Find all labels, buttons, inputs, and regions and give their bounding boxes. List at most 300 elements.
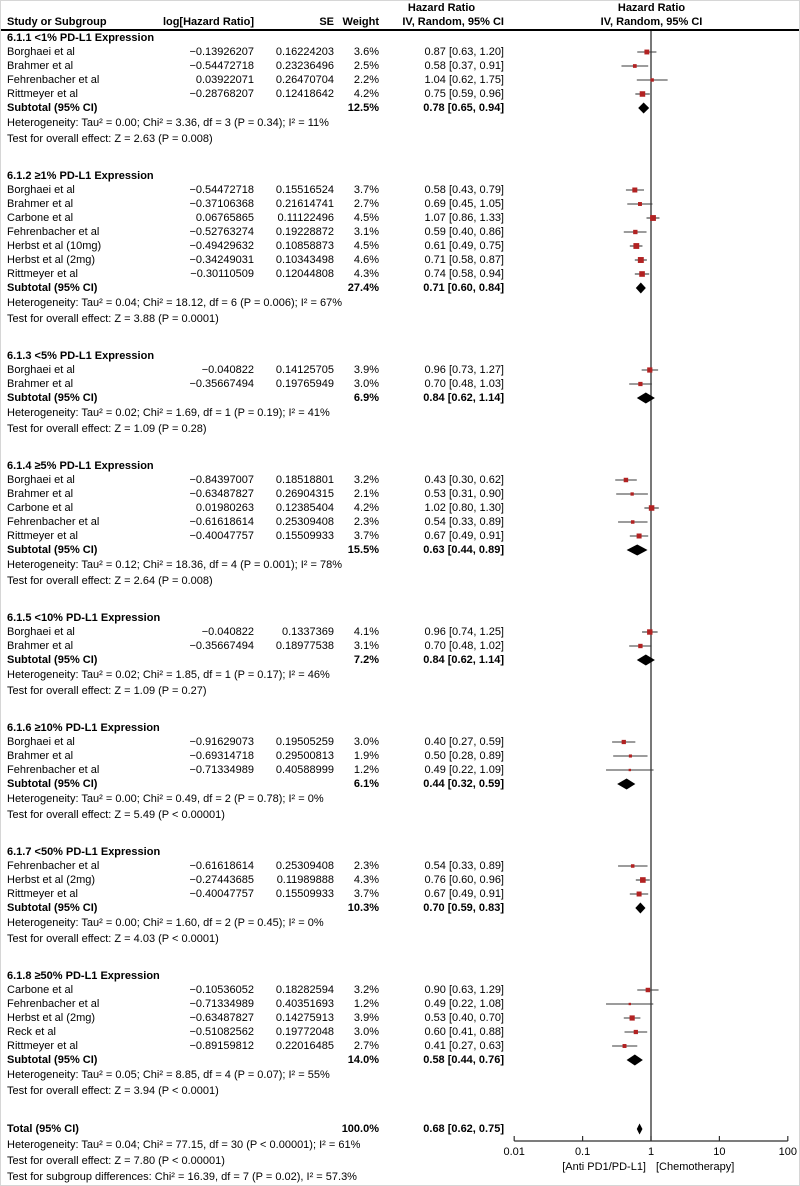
subtotal-row <box>1 101 799 115</box>
heterogeneity-note-text: Heterogeneity: Tau² = 0.12; Chi² = 18.36, df = 4 (P = 0.001); I² = 78% <box>7 559 342 571</box>
heterogeneity-note <box>1 405 799 421</box>
group-gap <box>1 327 799 349</box>
group-title <box>1 349 799 363</box>
log-hazard-ratio-value: −0.61618614 <box>189 860 254 872</box>
weight-value: 4.3% <box>353 268 379 280</box>
hazard-ratio-ci-value: 0.69 [0.45, 1.05] <box>424 198 504 210</box>
x-axis-tick-label: 0.01 <box>503 1146 525 1158</box>
study-row <box>1 763 799 777</box>
subtotal-row-spacer <box>157 101 334 115</box>
weight-value: 2.7% <box>353 198 379 210</box>
study-name: Fehrenbacher et al <box>7 764 100 776</box>
total-row-ci: 0.68 [0.62, 0.75] <box>423 1123 504 1135</box>
se-value: 0.12385404 <box>275 502 334 514</box>
forest-table-rows <box>1 31 799 1185</box>
subtotal-row-ci: 0.84 [0.62, 1.14] <box>423 392 504 404</box>
hazard-ratio-ci-value: 1.07 [0.86, 1.33] <box>424 212 504 224</box>
group-title-text: 6.1.7 <50% PD-L1 Expression <box>7 846 161 858</box>
log-hazard-ratio-value: −0.51082562 <box>189 1026 254 1038</box>
subtotal-row-spacer <box>157 543 334 557</box>
weight-value: 3.2% <box>353 474 379 486</box>
study-row <box>1 625 799 639</box>
subtotal-row-weight: 27.4% <box>347 282 379 294</box>
se-value: 0.25309408 <box>275 860 334 872</box>
subtotal-row <box>1 777 799 791</box>
study-name: Fehrenbacher et al <box>7 226 100 238</box>
total-row-spacer <box>157 1121 334 1137</box>
heterogeneity-note <box>1 791 799 807</box>
heterogeneity-note <box>1 557 799 573</box>
log-hazard-ratio-value: −0.35667494 <box>189 378 254 390</box>
overall-effect-note <box>1 573 799 589</box>
study-name: Rittmeyer et al <box>7 88 78 100</box>
subtotal-row-weight: 6.1% <box>353 778 379 790</box>
study-name: Brahmer et al <box>7 488 74 500</box>
subtotal-row-spacer <box>157 901 334 915</box>
se-value: 0.14125705 <box>275 364 334 376</box>
hazard-ratio-ci-value: 0.58 [0.37, 0.91] <box>424 60 504 72</box>
group-title <box>1 169 799 183</box>
hazard-ratio-ci-value: 0.90 [0.63, 1.29] <box>424 984 504 996</box>
overall-effect-note-text: Test for overall effect: Z = 2.63 (P = 0.008) <box>7 133 213 145</box>
se-value: 0.12418642 <box>275 88 334 100</box>
total-row-weight: 100.0% <box>341 1123 379 1135</box>
hazard-ratio-ci-value: 0.61 [0.49, 0.75] <box>424 240 504 252</box>
study-name: Fehrenbacher et al <box>7 860 100 872</box>
study-row <box>1 45 799 59</box>
subtotal-row-ci: 0.63 [0.44, 0.89] <box>423 544 504 556</box>
se-value: 0.11989888 <box>276 874 334 886</box>
study-row <box>1 859 799 873</box>
study-name: Borghaei et al <box>7 184 75 196</box>
study-name: Carbone et al <box>7 212 74 224</box>
se-value: 0.15516524 <box>275 184 334 196</box>
group-title-text: 6.1.4 ≥5% PD-L1 Expression <box>7 460 154 472</box>
hazard-ratio-ci-value: 0.53 [0.40, 0.70] <box>424 1012 504 1024</box>
se-value: 0.26904315 <box>275 488 334 500</box>
study-name: Carbone et al <box>7 984 74 996</box>
log-hazard-ratio-value: −0.61618614 <box>189 516 254 528</box>
hazard-ratio-ci-value: 0.67 [0.49, 0.91] <box>424 888 504 900</box>
weight-value: 1.2% <box>353 764 379 776</box>
study-row <box>1 267 799 281</box>
x-axis-tick-label: 10 <box>713 1146 726 1158</box>
weight-value: 2.3% <box>353 860 379 872</box>
x-axis-tick-label: 1 <box>647 1146 655 1158</box>
group-title-text: 6.1.1 <1% PD-L1 Expression <box>7 32 155 44</box>
study-row <box>1 1025 799 1039</box>
subtotal-row <box>1 653 799 667</box>
study-name: Herbst et al (2mg) <box>7 254 96 266</box>
total-row-label: Total (95% CI) <box>7 1123 79 1135</box>
study-name: Rittmeyer et al <box>7 1040 78 1052</box>
subtotal-row-ci: 0.44 [0.32, 0.59] <box>423 778 504 790</box>
col-study-or-subgroup: Study or Subgroup <box>7 16 107 28</box>
heterogeneity-note-text: Heterogeneity: Tau² = 0.00; Chi² = 3.36, df = 3 (P = 0.34); I² = 11% <box>7 117 329 129</box>
col-hazard-ratio-plot: Hazard Ratio <box>617 2 686 14</box>
overall-effect-note <box>1 421 799 437</box>
group-gap <box>1 589 799 611</box>
log-hazard-ratio-value: −0.84397007 <box>189 474 254 486</box>
weight-value: 4.1% <box>353 626 379 638</box>
se-value: 0.25309408 <box>275 516 334 528</box>
se-value: 0.18282594 <box>275 984 334 996</box>
study-row <box>1 239 799 253</box>
col-method-plot: IV, Random, 95% CI <box>600 16 703 28</box>
group-title-text: 6.1.8 ≥50% PD-L1 Expression <box>7 970 160 982</box>
study-name: Fehrenbacher et al <box>7 998 100 1010</box>
log-hazard-ratio-value: −0.13926207 <box>189 46 254 58</box>
col-weight: Weight <box>342 16 379 28</box>
heterogeneity-note <box>1 915 799 931</box>
weight-value: 4.5% <box>353 212 379 224</box>
study-row <box>1 639 799 653</box>
weight-value: 2.7% <box>353 1040 379 1052</box>
heterogeneity-note-text: Heterogeneity: Tau² = 0.00; Chi² = 0.49, df = 2 (P = 0.78); I² = 0% <box>7 793 324 805</box>
group-gap <box>1 699 799 721</box>
overall-effect-note <box>1 1083 799 1099</box>
weight-value: 3.9% <box>353 364 379 376</box>
se-value: 0.16224203 <box>275 46 334 58</box>
heterogeneity-note <box>1 1067 799 1083</box>
hazard-ratio-ci-value: 0.74 [0.58, 0.94] <box>424 268 504 280</box>
hazard-ratio-ci-value: 0.54 [0.33, 0.89] <box>424 516 504 528</box>
subtotal-row-label: Subtotal (95% CI) <box>7 902 98 914</box>
favours-right-label: [Chemotherapy] <box>656 1161 735 1173</box>
group-gap <box>1 1099 799 1121</box>
header-spacer <box>1 1 379 15</box>
overall-effect-note <box>1 807 799 823</box>
log-hazard-ratio-value: −0.30110509 <box>190 268 254 280</box>
study-name: Borghaei et al <box>7 736 75 748</box>
table-header <box>1 1 799 31</box>
subtotal-row-ci: 0.84 [0.62, 1.14] <box>423 654 504 666</box>
hazard-ratio-ci-value: 0.50 [0.28, 0.89] <box>424 750 504 762</box>
log-hazard-ratio-value: −0.28768207 <box>189 88 254 100</box>
heterogeneity-note-text: Heterogeneity: Tau² = 0.00; Chi² = 1.60, df = 2 (P = 0.45); I² = 0% <box>7 917 324 929</box>
weight-value: 4.3% <box>353 874 379 886</box>
overall-effect-note-text: Test for overall effect: Z = 3.88 (P = 0.0001) <box>7 313 219 325</box>
study-row <box>1 1011 799 1025</box>
se-value: 0.29500813 <box>275 750 334 762</box>
weight-value: 3.9% <box>353 1012 379 1024</box>
se-value: 0.10858873 <box>275 240 334 252</box>
log-hazard-ratio-value: −0.89159812 <box>189 1040 254 1052</box>
weight-value: 3.0% <box>353 378 379 390</box>
study-row <box>1 225 799 239</box>
total-heterogeneity-note <box>1 1137 799 1153</box>
group-title-text: 6.1.2 ≥1% PD-L1 Expression <box>7 170 154 182</box>
study-row <box>1 487 799 501</box>
se-value: 0.19772048 <box>275 1026 334 1038</box>
subtotal-row-label: Subtotal (95% CI) <box>7 778 98 790</box>
study-name: Borghaei et al <box>7 474 75 486</box>
weight-value: 4.6% <box>353 254 379 266</box>
hazard-ratio-ci-value: 0.54 [0.33, 0.89] <box>424 860 504 872</box>
subtotal-row <box>1 391 799 405</box>
study-name: Rittmeyer et al <box>7 888 78 900</box>
overall-effect-note-text: Test for overall effect: Z = 4.03 (P < 0.0001) <box>7 933 219 945</box>
log-hazard-ratio-value: −0.52763274 <box>189 226 254 238</box>
weight-value: 3.7% <box>353 888 379 900</box>
subtotal-row-spacer <box>157 1053 334 1067</box>
subtotal-row <box>1 901 799 915</box>
group-title <box>1 969 799 983</box>
subtotal-row-label: Subtotal (95% CI) <box>7 654 98 666</box>
se-value: 0.10343498 <box>275 254 334 266</box>
subtotal-row-ci: 0.78 [0.65, 0.94] <box>423 102 504 114</box>
se-value: 0.26470704 <box>275 74 334 86</box>
heterogeneity-note <box>1 295 799 311</box>
subtotal-row <box>1 1053 799 1067</box>
subtotal-row-ci: 0.71 [0.60, 0.84] <box>423 282 504 294</box>
x-axis-tick-label: 100 <box>778 1146 797 1158</box>
study-name: Carbone et al <box>7 502 74 514</box>
study-name: Rittmeyer et al <box>7 530 78 542</box>
weight-value: 1.9% <box>353 750 379 762</box>
se-value: 0.18977538 <box>275 640 334 652</box>
subtotal-row-label: Subtotal (95% CI) <box>7 102 98 114</box>
subgroup-differences-note-text: Test for subgroup differences: Chi² = 16.39, df = 7 (P = 0.02), I² = 57.3% <box>7 1171 357 1183</box>
group-title <box>1 611 799 625</box>
weight-value: 2.1% <box>353 488 379 500</box>
log-hazard-ratio-value: −0.54472718 <box>189 184 254 196</box>
hazard-ratio-ci-value: 0.70 [0.48, 1.02] <box>424 640 504 652</box>
study-row <box>1 983 799 997</box>
weight-value: 3.2% <box>353 984 379 996</box>
overall-effect-note <box>1 931 799 947</box>
study-row <box>1 515 799 529</box>
subtotal-row-label: Subtotal (95% CI) <box>7 544 98 556</box>
subtotal-row-weight: 15.5% <box>347 544 379 556</box>
study-row <box>1 211 799 225</box>
weight-value: 3.0% <box>353 1026 379 1038</box>
se-value: 0.15509933 <box>275 530 334 542</box>
study-name: Borghaei et al <box>7 626 75 638</box>
se-value: 0.19228872 <box>275 226 334 238</box>
log-hazard-ratio-value: −0.49429632 <box>189 240 254 252</box>
se-value: 0.15509933 <box>275 888 334 900</box>
study-row <box>1 873 799 887</box>
hazard-ratio-ci-value: 0.96 [0.73, 1.27] <box>424 364 504 376</box>
log-hazard-ratio-value: −0.63487827 <box>189 1012 254 1024</box>
subtotal-row-ci: 0.70 [0.59, 0.83] <box>423 902 504 914</box>
study-name: Herbst et al (2mg) <box>7 1012 96 1024</box>
log-hazard-ratio-value: −0.63487827 <box>189 488 254 500</box>
log-hazard-ratio-value: −0.34249031 <box>189 254 254 266</box>
group-gap <box>1 947 799 969</box>
study-name: Borghaei et al <box>7 46 75 58</box>
study-row <box>1 377 799 391</box>
study-row <box>1 473 799 487</box>
total-overall-effect-note-text: Test for overall effect: Z = 7.80 (P < 0.00001) <box>7 1155 225 1167</box>
weight-value: 1.2% <box>353 998 379 1010</box>
se-value: 0.1337369 <box>282 626 334 638</box>
se-value: 0.19765949 <box>275 378 334 390</box>
hazard-ratio-ci-value: 0.53 [0.31, 0.90] <box>424 488 504 500</box>
overall-effect-note-text: Test for overall effect: Z = 1.09 (P = 0.27) <box>7 685 207 697</box>
heterogeneity-note <box>1 667 799 683</box>
se-value: 0.11122496 <box>277 212 334 224</box>
hazard-ratio-ci-value: 0.59 [0.40, 0.86] <box>424 226 504 238</box>
group-title <box>1 459 799 473</box>
study-row <box>1 183 799 197</box>
group-title-text: 6.1.3 <5% PD-L1 Expression <box>7 350 155 362</box>
heterogeneity-note-text: Heterogeneity: Tau² = 0.02; Chi² = 1.85, df = 1 (P = 0.17); I² = 46% <box>7 669 330 681</box>
study-name: Brahmer et al <box>7 198 74 210</box>
col-method-text: IV, Random, 95% CI <box>402 16 504 28</box>
overall-effect-note <box>1 131 799 147</box>
log-hazard-ratio-value: −0.40047757 <box>189 530 254 542</box>
subgroup-differences-note <box>1 1169 799 1185</box>
study-name: Fehrenbacher et al <box>7 74 100 86</box>
log-hazard-ratio-value: 0.06765865 <box>195 212 254 224</box>
log-hazard-ratio-value: 0.03922071 <box>195 74 254 86</box>
weight-value: 3.0% <box>353 736 379 748</box>
study-row <box>1 197 799 211</box>
weight-value: 2.3% <box>353 516 379 528</box>
study-name: Borghaei et al <box>7 364 75 376</box>
weight-value: 4.5% <box>353 240 379 252</box>
hazard-ratio-ci-value: 0.40 [0.27, 0.59] <box>424 736 504 748</box>
overall-effect-note <box>1 311 799 327</box>
study-row <box>1 529 799 543</box>
hazard-ratio-ci-value: 0.49 [0.22, 1.09] <box>424 764 504 776</box>
log-hazard-ratio-value: −0.37106368 <box>189 198 254 210</box>
hazard-ratio-ci-value: 0.96 [0.74, 1.25] <box>424 626 504 638</box>
study-name: Brahmer et al <box>7 750 74 762</box>
heterogeneity-note-text: Heterogeneity: Tau² = 0.02; Chi² = 1.69, df = 1 (P = 0.19); I² = 41% <box>7 407 330 419</box>
study-row <box>1 87 799 101</box>
se-value: 0.14275913 <box>275 1012 334 1024</box>
log-hazard-ratio-value: −0.54472718 <box>189 60 254 72</box>
hazard-ratio-ci-value: 0.43 [0.30, 0.62] <box>424 474 504 486</box>
subtotal-row-spacer <box>157 653 334 667</box>
weight-value: 3.7% <box>353 184 379 196</box>
overall-effect-note-text: Test for overall effect: Z = 1.09 (P = 0.28) <box>7 423 207 435</box>
weight-value: 3.1% <box>353 226 379 238</box>
study-row <box>1 363 799 377</box>
subtotal-row <box>1 543 799 557</box>
study-name: Reck et al <box>7 1026 56 1038</box>
col-log-hazard-ratio: log[Hazard Ratio] <box>162 16 254 28</box>
study-name: Brahmer et al <box>7 378 74 390</box>
weight-value: 3.6% <box>353 46 379 58</box>
heterogeneity-note-text: Heterogeneity: Tau² = 0.04; Chi² = 18.12, df = 6 (P = 0.006); I² = 67% <box>7 297 342 309</box>
header-line-2 <box>1 15 799 29</box>
study-row <box>1 1039 799 1053</box>
hazard-ratio-ci-value: 0.76 [0.60, 0.96] <box>424 874 504 886</box>
group-title <box>1 845 799 859</box>
hazard-ratio-ci-value: 0.71 [0.58, 0.87] <box>424 254 504 266</box>
study-name: Fehrenbacher et al <box>7 516 100 528</box>
subtotal-row-label: Subtotal (95% CI) <box>7 392 98 404</box>
study-row <box>1 501 799 515</box>
se-value: 0.40351693 <box>275 998 334 1010</box>
log-hazard-ratio-value: −0.71334989 <box>189 764 254 776</box>
subtotal-row-spacer <box>157 777 334 791</box>
group-title <box>1 31 799 45</box>
study-row <box>1 59 799 73</box>
subtotal-row-spacer <box>157 391 334 405</box>
overall-effect-note-text: Test for overall effect: Z = 2.64 (P = 0.008) <box>7 575 213 587</box>
weight-value: 4.2% <box>353 88 379 100</box>
study-row <box>1 73 799 87</box>
subtotal-row-spacer <box>157 281 334 295</box>
se-value: 0.21614741 <box>275 198 334 210</box>
subtotal-row-weight: 14.0% <box>347 1054 379 1066</box>
hazard-ratio-ci-value: 0.58 [0.43, 0.79] <box>424 184 504 196</box>
log-hazard-ratio-value: −0.040822 <box>201 364 254 376</box>
group-gap <box>1 823 799 845</box>
se-value: 0.22016485 <box>275 1040 334 1052</box>
weight-value: 2.2% <box>353 74 379 86</box>
col-se: SE <box>319 16 334 28</box>
total-heterogeneity-note-text: Heterogeneity: Tau² = 0.04; Chi² = 77.15, df = 30 (P < 0.00001); I² = 61% <box>7 1139 361 1151</box>
hazard-ratio-ci-value: 0.70 [0.48, 1.03] <box>424 378 504 390</box>
favours-left-label: [Anti PD1/PD-L1] <box>562 1161 646 1173</box>
subtotal-row-label: Subtotal (95% CI) <box>7 282 98 294</box>
hazard-ratio-ci-value: 0.87 [0.63, 1.20] <box>424 46 504 58</box>
weight-value: 3.1% <box>353 640 379 652</box>
se-value: 0.12044808 <box>275 268 334 280</box>
log-hazard-ratio-value: −0.35667494 <box>189 640 254 652</box>
overall-effect-note-text: Test for overall effect: Z = 5.49 (P < 0.00001) <box>7 809 225 821</box>
hazard-ratio-ci-value: 0.67 [0.49, 0.91] <box>424 530 504 542</box>
study-name: Rittmeyer et al <box>7 268 78 280</box>
subtotal-row-weight: 7.2% <box>353 654 379 666</box>
weight-value: 4.2% <box>353 502 379 514</box>
subtotal-row-label: Subtotal (95% CI) <box>7 1054 98 1066</box>
se-value: 0.23236496 <box>275 60 334 72</box>
study-row <box>1 253 799 267</box>
hazard-ratio-ci-value: 0.75 [0.59, 0.96] <box>424 88 504 100</box>
hazard-ratio-ci-value: 0.41 [0.27, 0.63] <box>424 1040 504 1052</box>
study-row <box>1 749 799 763</box>
subtotal-row-weight: 10.3% <box>347 902 379 914</box>
overall-effect-note-text: Test for overall effect: Z = 3.94 (P < 0.0001) <box>7 1085 219 1097</box>
log-hazard-ratio-value: −0.27443685 <box>189 874 254 886</box>
log-hazard-ratio-value: −0.40047757 <box>189 888 254 900</box>
se-value: 0.40588999 <box>275 764 334 776</box>
subtotal-row-weight: 6.9% <box>353 392 379 404</box>
heterogeneity-note <box>1 115 799 131</box>
hazard-ratio-ci-value: 0.49 [0.22, 1.08] <box>424 998 504 1010</box>
group-title-text: 6.1.5 <10% PD-L1 Expression <box>7 612 161 624</box>
hazard-ratio-ci-value: 0.60 [0.41, 0.88] <box>424 1026 504 1038</box>
weight-value: 3.7% <box>353 530 379 542</box>
total-row <box>1 1121 799 1137</box>
study-name: Herbst et al (2mg) <box>7 874 96 886</box>
header-line-1 <box>1 1 799 15</box>
log-hazard-ratio-value: 0.01980263 <box>195 502 254 514</box>
hazard-ratio-ci-value: 1.04 [0.62, 1.75] <box>424 74 504 86</box>
subtotal-row-ci: 0.58 [0.44, 0.76] <box>423 1054 504 1066</box>
subtotal-row-weight: 12.5% <box>347 102 379 114</box>
log-hazard-ratio-value: −0.71334989 <box>189 998 254 1010</box>
total-overall-effect-note <box>1 1153 799 1169</box>
se-value: 0.18518801 <box>275 474 334 486</box>
study-row <box>1 997 799 1011</box>
study-name: Herbst et al (10mg) <box>7 240 102 252</box>
log-hazard-ratio-value: −0.69314718 <box>189 750 254 762</box>
col-hazard-ratio-text: Hazard Ratio <box>407 2 476 14</box>
log-hazard-ratio-value: −0.10536052 <box>189 984 254 996</box>
group-title-text: 6.1.6 ≥10% PD-L1 Expression <box>7 722 160 734</box>
subtotal-row <box>1 281 799 295</box>
group-title <box>1 721 799 735</box>
heterogeneity-note-text: Heterogeneity: Tau² = 0.05; Chi² = 8.85, df = 4 (P = 0.07); I² = 55% <box>7 1069 330 1081</box>
